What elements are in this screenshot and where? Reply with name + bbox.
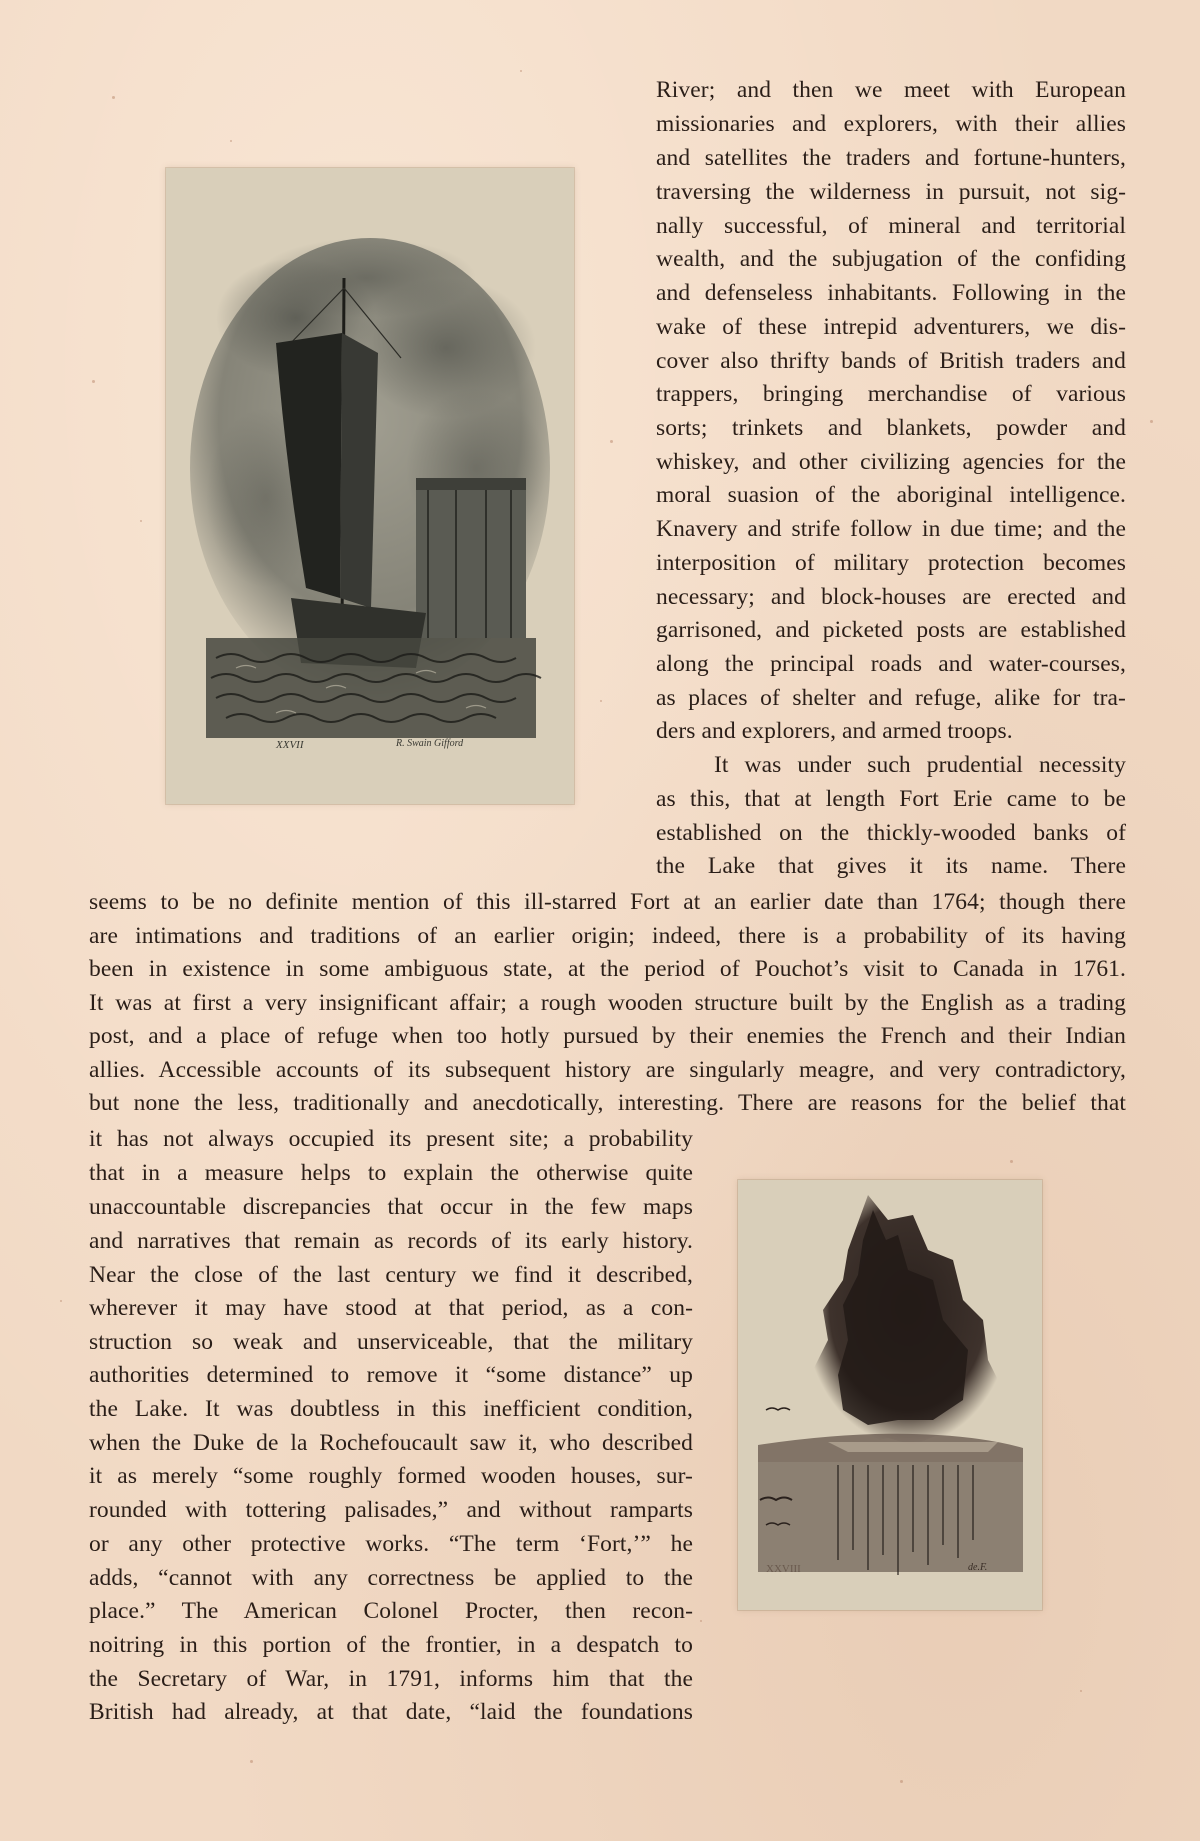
plate-signature: R. Swain Gifford <box>396 738 464 749</box>
plate-number-label: XXVIII <box>766 1563 801 1575</box>
engraving-tree-plate <box>738 1180 1042 1610</box>
plate-signature: de.F. <box>968 1562 988 1573</box>
text-line: rounded with tottering palisades,” and without ramparts <box>89 1497 693 1523</box>
text-line: wherever it may have stood at that period, as a con- <box>89 1295 693 1321</box>
text-line: the Lake that gives it its name. There <box>656 853 1126 879</box>
text-line: Knavery and strife follow in due time; and the <box>656 516 1126 542</box>
paragraph-start-line: It was under such prudential necessity <box>714 752 1126 778</box>
text-line: interposition of military protection becomes <box>656 550 1126 576</box>
text-line: that in a measure helps to explain the otherwise quite <box>89 1160 693 1186</box>
text-line: River; and then we meet with European <box>656 77 1126 103</box>
text-line: British had already, at that date, “laid the foundations <box>89 1699 693 1725</box>
text-line: and satellites the traders and fortune-hunters, <box>656 145 1126 171</box>
plate-number-label: XXVII <box>276 739 304 751</box>
text-line: wealth, and the subjugation of the confiding <box>656 246 1126 272</box>
text-line: sorts; trinkets and blankets, powder and <box>656 415 1126 441</box>
text-line: noitring in this portion of the frontier, in a despatch to <box>89 1632 693 1658</box>
text-line: place.” The American Colonel Procter, then recon- <box>89 1598 693 1624</box>
text-line: cover also thrifty bands of British traders and <box>656 348 1126 374</box>
text-line: been in existence in some ambiguous state, at the period of Pouchot’s visit to Canada in 1761. <box>89 956 1126 982</box>
text-line: trappers, bringing merchandise of various <box>656 381 1126 407</box>
text-line: allies. Accessible accounts of its subsequent history are singularly meagre, and very contradictory, <box>89 1057 1126 1083</box>
text-line: Near the close of the last century we find it described, <box>89 1262 693 1288</box>
text-line: traversing the wilderness in pursuit, not sig- <box>656 179 1126 205</box>
ship-engraving-illustration <box>166 168 574 804</box>
text-line: as places of shelter and refuge, alike for tra- <box>656 685 1126 711</box>
text-line: established on the thickly-wooded banks of <box>656 820 1126 846</box>
text-line: adds, “cannot with any correctness be applied to the <box>89 1565 693 1591</box>
text-line: It was at first a very insignificant affair; a rough wooden structure built by the English as a trading <box>89 990 1126 1016</box>
text-line: and narratives that remain as records of its early history. <box>89 1228 693 1254</box>
text-line: are intimations and traditions of an earlier origin; indeed, there is a probability of its having <box>89 923 1126 949</box>
text-line: the Secretary of War, in 1791, informs him that the <box>89 1666 693 1692</box>
text-line: along the principal roads and water-courses, <box>656 651 1126 677</box>
text-line: unaccountable discrepancies that occur in the few maps <box>89 1194 693 1220</box>
text-line: authorities determined to remove it “some distance” up <box>89 1362 693 1388</box>
text-line: moral suasion of the aboriginal intelligence. <box>656 482 1126 508</box>
text-line: it as merely “some roughly formed wooden houses, sur- <box>89 1463 693 1489</box>
text-line: but none the less, traditionally and anecdotically, interesting. There are reasons for the belief that <box>89 1090 1126 1116</box>
text-line: as this, that at length Fort Erie came to be <box>656 786 1126 812</box>
text-line: it has not always occupied its present site; a probability <box>89 1126 693 1152</box>
tree-engraving-illustration <box>738 1180 1042 1610</box>
text-line: wake of these intrepid adventurers, we dis- <box>656 314 1126 340</box>
text-line: necessary; and block-houses are erected and <box>656 584 1126 610</box>
text-line: post, and a place of refuge when too hotly pursued by their enemies the French and their Indian <box>89 1023 1126 1049</box>
text-line: struction so weak and unserviceable, that the military <box>89 1329 693 1355</box>
engraving-ship-plate <box>166 168 574 804</box>
text-line: and defenseless inhabitants. Following in the <box>656 280 1126 306</box>
text-line: ders and explorers, and armed troops. <box>656 718 1013 744</box>
text-line: nally successful, of mineral and territorial <box>656 213 1126 239</box>
text-line: seems to be no definite mention of this ill-starred Fort at an earlier date than 1764; though there <box>89 889 1126 915</box>
text-line: the Lake. It was doubtless in this inefficient condition, <box>89 1396 693 1422</box>
text-line: missionaries and explorers, with their allies <box>656 111 1126 137</box>
text-line: or any other protective works. “The term ‘Fort,’” he <box>89 1531 693 1557</box>
text-line: when the Duke de la Rochefoucault saw it, who described <box>89 1430 693 1456</box>
text-line: garrisoned, and picketed posts are established <box>656 617 1126 643</box>
text-line: whiskey, and other civilizing agencies for the <box>656 449 1126 475</box>
